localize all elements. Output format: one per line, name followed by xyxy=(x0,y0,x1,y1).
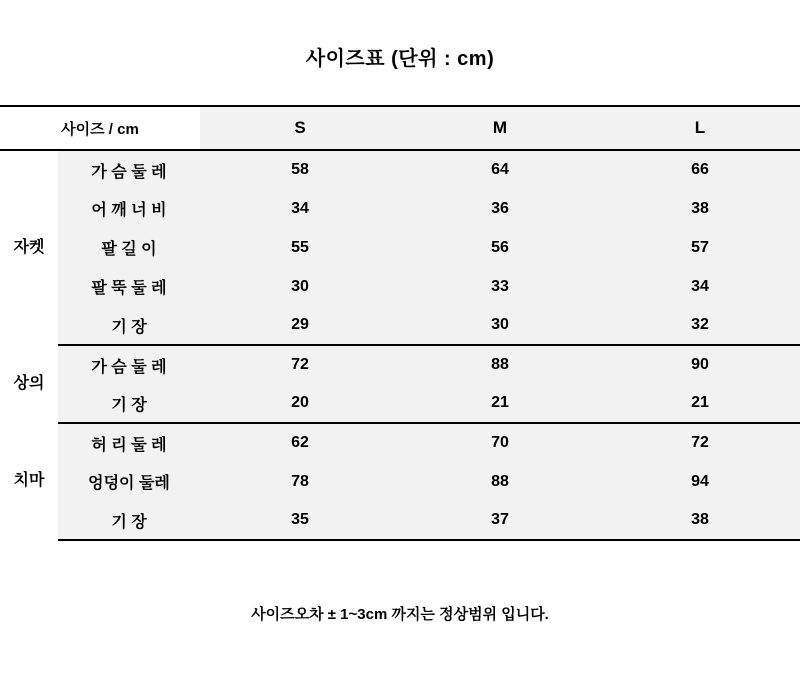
row-value-l: 94 xyxy=(600,462,800,501)
table-row xyxy=(0,384,800,423)
row-label: 팔 뚝 둘 레 xyxy=(58,267,200,306)
table-row xyxy=(0,228,800,267)
row-value-s: 30 xyxy=(200,267,400,306)
row-value-l: 66 xyxy=(600,150,800,189)
size-table xyxy=(0,105,800,541)
row-value-s: 58 xyxy=(200,150,400,189)
header-size-s: S xyxy=(200,106,400,150)
table-row xyxy=(0,267,800,306)
row-value-l: 38 xyxy=(600,501,800,540)
table-header-row xyxy=(0,106,800,150)
row-value-s: 62 xyxy=(200,423,400,462)
table-row xyxy=(0,462,800,501)
row-value-m: 36 xyxy=(400,189,600,228)
size-table-container xyxy=(0,105,800,541)
row-label: 어 깨 너 비 xyxy=(58,189,200,228)
table-row xyxy=(0,150,800,189)
row-label: 가 슴 둘 레 xyxy=(58,345,200,384)
row-label: 팔 길 이 xyxy=(58,228,200,267)
row-label: 기 장 xyxy=(58,384,200,423)
row-label: 허 리 둘 레 xyxy=(58,423,200,462)
row-value-l: 38 xyxy=(600,189,800,228)
row-value-m: 30 xyxy=(400,306,600,345)
row-value-l: 32 xyxy=(600,306,800,345)
row-value-l: 90 xyxy=(600,345,800,384)
footnote-text: 사이즈오차 ± 1~3cm 까지는 정상범위 입니다. xyxy=(251,606,549,623)
table-row xyxy=(0,189,800,228)
header-size-m: M xyxy=(400,106,600,150)
row-value-s: 29 xyxy=(200,306,400,345)
row-value-m: 56 xyxy=(400,228,600,267)
row-value-m: 64 xyxy=(400,150,600,189)
row-value-s: 55 xyxy=(200,228,400,267)
row-value-m: 37 xyxy=(400,501,600,540)
row-value-s: 34 xyxy=(200,189,400,228)
row-value-s: 72 xyxy=(200,345,400,384)
group-label-skirt: 치마 xyxy=(0,423,58,540)
table-row xyxy=(0,423,800,462)
row-value-m: 21 xyxy=(400,384,600,423)
row-value-l: 72 xyxy=(600,423,800,462)
row-label: 기 장 xyxy=(58,306,200,345)
row-value-s: 20 xyxy=(200,384,400,423)
row-value-l: 57 xyxy=(600,228,800,267)
row-label: 엉덩이 둘레 xyxy=(58,462,200,501)
row-value-m: 88 xyxy=(400,462,600,501)
row-value-m: 70 xyxy=(400,423,600,462)
row-value-l: 21 xyxy=(600,384,800,423)
row-value-m: 33 xyxy=(400,267,600,306)
group-label-top: 상의 xyxy=(0,345,58,423)
table-row xyxy=(0,501,800,540)
row-value-s: 78 xyxy=(200,462,400,501)
row-value-s: 35 xyxy=(200,501,400,540)
page-title: 사이즈표 (단위 : cm) xyxy=(305,48,495,70)
row-label: 기 장 xyxy=(58,501,200,540)
header-corner-label: 사이즈 / cm xyxy=(0,106,200,150)
header-size-l: L xyxy=(600,106,800,150)
table-row xyxy=(0,345,800,384)
row-value-m: 88 xyxy=(400,345,600,384)
group-label-jacket: 자켓 xyxy=(0,150,58,345)
row-label: 가 슴 둘 레 xyxy=(58,150,200,189)
table-row xyxy=(0,306,800,345)
row-value-l: 34 xyxy=(600,267,800,306)
